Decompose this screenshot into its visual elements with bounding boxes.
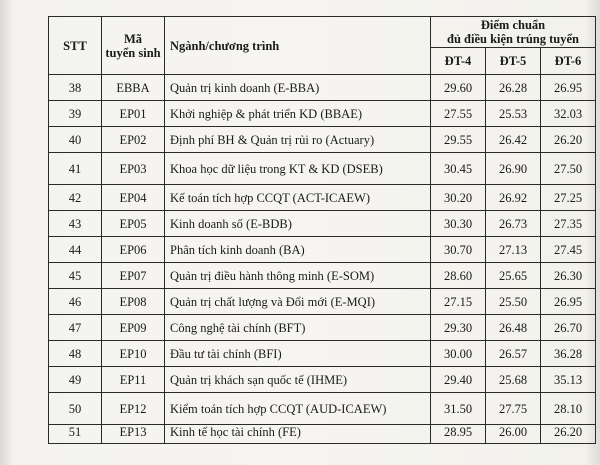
cell-ma: EP03: [102, 153, 165, 185]
cell-dt6: 35.13: [541, 367, 596, 393]
cell-ma: EP02: [102, 127, 165, 153]
cell-ma: EP01: [102, 101, 165, 127]
table-row: [49, 367, 596, 393]
cell-dt4: 29.40: [431, 367, 486, 393]
cell-dt5: 26.90: [486, 153, 541, 185]
cell-stt: 42: [49, 185, 102, 211]
cell-ma: EP08: [102, 289, 165, 315]
cell-dt5: 26.92: [486, 185, 541, 211]
header-stt: STT: [49, 17, 102, 75]
cell-dt6: 36.28: [541, 341, 596, 367]
cell-stt: 49: [49, 367, 102, 393]
cell-name: Kinh doanh số (E-BDB): [165, 211, 431, 237]
cell-stt: 51: [49, 425, 102, 444]
cell-name: Quản trị khách sạn quốc tế (IHME): [165, 367, 431, 393]
cell-dt4: 28.95: [431, 425, 486, 444]
cell-name: Quản trị điều hành thông minh (E-SOM): [165, 263, 431, 289]
header-ma-tuyen-sinh: [102, 17, 165, 75]
cell-stt: 39: [49, 101, 102, 127]
cell-dt4: 29.30: [431, 315, 486, 341]
header-dt5: ĐT-5: [486, 48, 541, 75]
cell-dt4: 30.30: [431, 211, 486, 237]
table-row: [49, 289, 596, 315]
cell-dt6: 26.70: [541, 315, 596, 341]
cell-dt5: 26.28: [486, 75, 541, 101]
cell-dt5: 25.65: [486, 263, 541, 289]
table-row: [49, 75, 596, 101]
table-row: [49, 341, 596, 367]
cell-name: Định phí BH & Quản trị rủi ro (Actuary): [165, 127, 431, 153]
cell-ma: EP10: [102, 341, 165, 367]
cell-stt: 40: [49, 127, 102, 153]
header-dt6: ĐT-6: [541, 48, 596, 75]
table-row: [49, 315, 596, 341]
cell-stt: 45: [49, 263, 102, 289]
header-diem-line2: đủ điều kiện trúng tuyển: [447, 32, 579, 46]
cell-ma: EP11: [102, 367, 165, 393]
cell-ma: EP13: [102, 425, 165, 444]
cell-dt5: 25.53: [486, 101, 541, 127]
cell-name: Kinh tế học tài chính (FE): [165, 425, 431, 444]
cell-dt5: 25.50: [486, 289, 541, 315]
header-ma-line1: Mã: [123, 31, 143, 46]
cell-dt4: 29.55: [431, 127, 486, 153]
cell-ma: EP07: [102, 263, 165, 289]
cell-name: Kế toán tích hợp CCQT (ACT-ICAEW): [165, 185, 431, 211]
cell-ma: EP06: [102, 237, 165, 263]
cell-name: Phân tích kinh doanh (BA): [165, 237, 431, 263]
cell-dt4: 30.45: [431, 153, 486, 185]
cell-ma: EP09: [102, 315, 165, 341]
cell-stt: 48: [49, 341, 102, 367]
cell-stt: 47: [49, 315, 102, 341]
cell-dt4: 29.60: [431, 75, 486, 101]
cell-dt5: 26.57: [486, 341, 541, 367]
header-ma-line2: tuyển sinh: [105, 45, 161, 60]
header-diem-line1: Điểm chuẩn: [480, 18, 546, 32]
cell-stt: 38: [49, 75, 102, 101]
cell-dt5: 26.42: [486, 127, 541, 153]
cell-dt6: 28.10: [541, 393, 596, 425]
cell-stt: 43: [49, 211, 102, 237]
cell-stt: 41: [49, 153, 102, 185]
cell-dt6: 26.95: [541, 289, 596, 315]
cell-dt6: 26.30: [541, 263, 596, 289]
cell-dt4: 28.60: [431, 263, 486, 289]
cell-dt6: 26.20: [541, 425, 596, 444]
cell-ma: EP12: [102, 393, 165, 425]
cell-dt4: 27.55: [431, 101, 486, 127]
header-dt4: ĐT-4: [431, 48, 486, 75]
table-row: [49, 127, 596, 153]
cell-name: Đầu tư tài chính (BFI): [165, 341, 431, 367]
cell-dt5: 26.48: [486, 315, 541, 341]
cell-name: Khoa học dữ liệu trong KT & KD (DSEB): [165, 153, 431, 185]
cell-name: Khởi nghiệp & phát triển KD (BBAE): [165, 101, 431, 127]
header-nganh: Ngành/chương trình: [165, 17, 431, 75]
cell-stt: 46: [49, 289, 102, 315]
table-row: [49, 425, 596, 444]
cell-dt5: 26.73: [486, 211, 541, 237]
cell-dt5: 27.75: [486, 393, 541, 425]
table-row: [49, 237, 596, 263]
cell-dt5: 26.00: [486, 425, 541, 444]
cell-dt6: 26.20: [541, 127, 596, 153]
cell-dt4: 31.50: [431, 393, 486, 425]
cell-name: Công nghệ tài chính (BFT): [165, 315, 431, 341]
table-row: [49, 101, 596, 127]
table-row: [49, 263, 596, 289]
admission-score-table: [48, 16, 596, 444]
cell-ma: EP04: [102, 185, 165, 211]
cell-stt: 44: [49, 237, 102, 263]
cell-dt4: 30.20: [431, 185, 486, 211]
cell-dt6: 32.03: [541, 101, 596, 127]
cell-dt6: 27.25: [541, 185, 596, 211]
cell-dt4: 30.70: [431, 237, 486, 263]
cell-dt5: 27.13: [486, 237, 541, 263]
cell-dt6: 27.35: [541, 211, 596, 237]
cell-ma: EP05: [102, 211, 165, 237]
cell-dt6: 27.50: [541, 153, 596, 185]
table-row: [49, 393, 596, 425]
cell-stt: 50: [49, 393, 102, 425]
cell-dt6: 27.45: [541, 237, 596, 263]
cell-ma: EBBA: [102, 75, 165, 101]
cell-name: Quản trị kinh doanh (E-BBA): [165, 75, 431, 101]
header-diem-chuan: [431, 17, 596, 48]
cell-name: Quản trị chất lượng và Đổi mới (E-MQI): [165, 289, 431, 315]
cell-dt4: 27.15: [431, 289, 486, 315]
cell-dt6: 26.95: [541, 75, 596, 101]
cell-dt5: 25.68: [486, 367, 541, 393]
table-row: [49, 211, 596, 237]
cell-name: Kiểm toán tích hợp CCQT (AUD-ICAEW): [165, 393, 431, 425]
table-row: [49, 153, 596, 185]
cell-dt4: 30.00: [431, 341, 486, 367]
table-row: [49, 185, 596, 211]
